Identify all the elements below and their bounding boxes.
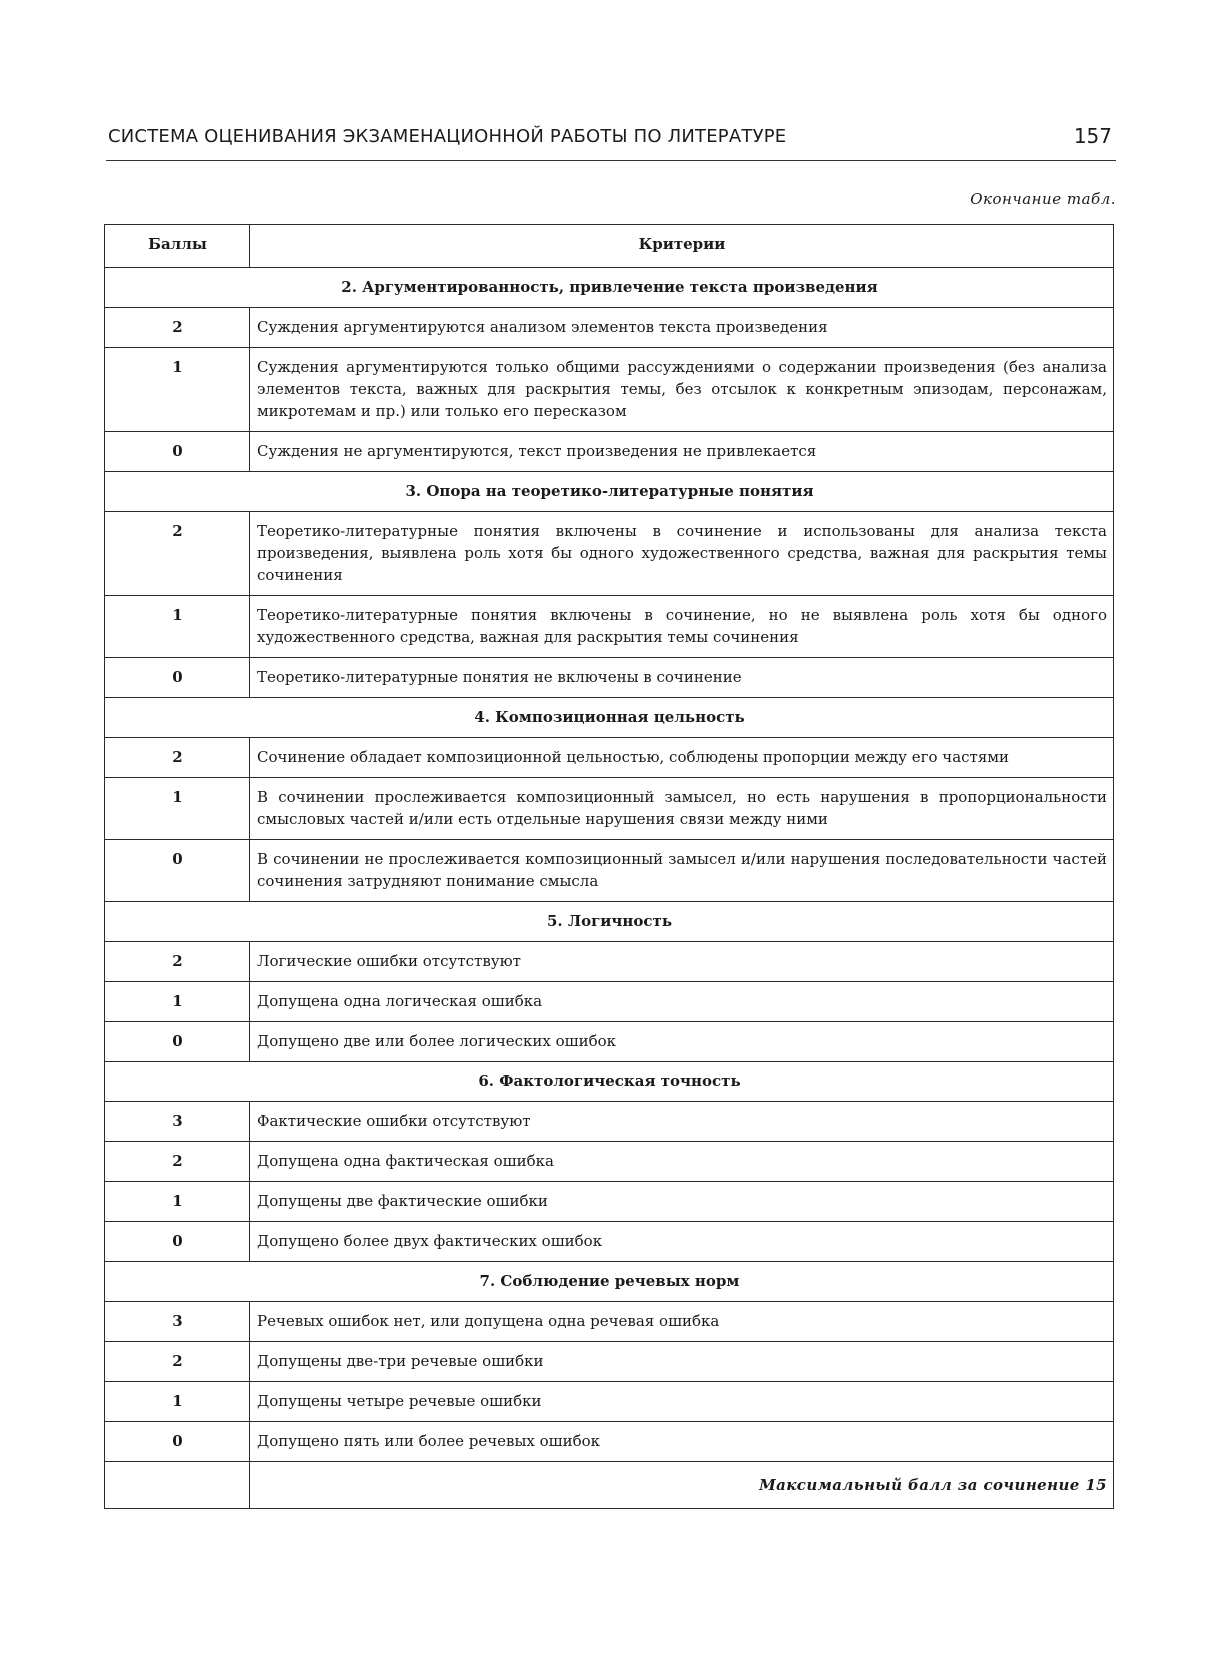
total-empty-cell: [105, 1462, 250, 1509]
section-title: 6. Фактологическая точность: [105, 1062, 1114, 1102]
total-row: [105, 1462, 1114, 1509]
section-title: 2. Аргументированность, привлечение текста произведения: [105, 268, 1114, 308]
score-cell: 3: [105, 1102, 250, 1142]
criterion-row: [105, 1342, 1114, 1382]
criterion-text: Допущены две фактические ошибки: [250, 1182, 1114, 1222]
criterion-row: [105, 942, 1114, 982]
score-cell: 1: [105, 1182, 250, 1222]
score-cell: 2: [105, 942, 250, 982]
table-caption: Окончание табл.: [970, 190, 1116, 208]
criterion-text: Теоретико-литературные понятия не включены в сочинение: [250, 658, 1114, 698]
criterion-row: [105, 1302, 1114, 1342]
table-header-row: [105, 225, 1114, 268]
criterion-row: [105, 1382, 1114, 1422]
score-cell: 0: [105, 1422, 250, 1462]
score-cell: 1: [105, 348, 250, 432]
criterion-row: [105, 1102, 1114, 1142]
criterion-text: Суждения аргументируются анализом элементов текста произведения: [250, 308, 1114, 348]
criterion-text: Допущено пять или более речевых ошибок: [250, 1422, 1114, 1462]
criterion-text: Допущено две или более логических ошибок: [250, 1022, 1114, 1062]
criterion-text: Теоретико-литературные понятия включены в сочинение, но не выявлена роль хотя бы одного художественного средства, важная для раскрытия темы сочинения: [250, 596, 1114, 658]
score-cell: 0: [105, 658, 250, 698]
score-cell: 2: [105, 308, 250, 348]
running-title: СИСТЕМА ОЦЕНИВАНИЯ ЭКЗАМЕНАЦИОННОЙ РАБОТЫ ПО ЛИТЕРАТУРЕ: [108, 126, 787, 147]
criterion-text: Фактические ошибки отсутствуют: [250, 1102, 1114, 1142]
criterion-row: [105, 1022, 1114, 1062]
criterion-text: В сочинении прослеживается композиционный замысел, но есть нарушения в пропорциональности смысловых частей и/или есть отдельные нарушения связи между ними: [250, 778, 1114, 840]
section-header-row: [105, 472, 1114, 512]
score-cell: 1: [105, 982, 250, 1022]
criterion-text: Сочинение обладает композиционной цельностью, соблюдены пропорции между его частями: [250, 738, 1114, 778]
score-cell: 2: [105, 1142, 250, 1182]
section-header-row: [105, 1062, 1114, 1102]
criterion-text: В сочинении не прослеживается композиционный замысел и/или нарушения последовательности частей сочинения затрудняют понимание смысла: [250, 840, 1114, 902]
criterion-text: Допущена одна фактическая ошибка: [250, 1142, 1114, 1182]
criterion-row: [105, 596, 1114, 658]
criterion-row: [105, 1142, 1114, 1182]
section-title: 5. Логичность: [105, 902, 1114, 942]
criterion-text: Допущено более двух фактических ошибок: [250, 1222, 1114, 1262]
page-header: [106, 118, 1116, 161]
section-header-row: [105, 902, 1114, 942]
criterion-text: Допущена одна логическая ошибка: [250, 982, 1114, 1022]
criterion-text: Теоретико-литературные понятия включены в сочинение и использованы для анализа текста произведения, выявлена роль хотя бы одного художественного средства, важная для раскрытия темы сочинения: [250, 512, 1114, 596]
criterion-row: [105, 1422, 1114, 1462]
criteria-table: [104, 224, 1114, 1509]
score-cell: 2: [105, 512, 250, 596]
section-title: 3. Опора на теоретико-литературные понятия: [105, 472, 1114, 512]
score-cell: 1: [105, 778, 250, 840]
column-header-criteria: Критерии: [250, 225, 1114, 268]
criterion-row: [105, 840, 1114, 902]
score-cell: 0: [105, 840, 250, 902]
section-title: 7. Соблюдение речевых норм: [105, 1262, 1114, 1302]
criterion-row: [105, 778, 1114, 840]
criterion-row: [105, 348, 1114, 432]
criterion-row: [105, 432, 1114, 472]
criterion-row: [105, 1182, 1114, 1222]
section-header-row: [105, 1262, 1114, 1302]
section-header-row: [105, 698, 1114, 738]
column-header-score: Баллы: [105, 225, 250, 268]
score-cell: 2: [105, 1342, 250, 1382]
score-cell: 0: [105, 1022, 250, 1062]
criteria-table-body: [105, 225, 1114, 1509]
criterion-row: [105, 738, 1114, 778]
criterion-text: Речевых ошибок нет, или допущена одна речевая ошибка: [250, 1302, 1114, 1342]
score-cell: 3: [105, 1302, 250, 1342]
section-title: 4. Композиционная цельность: [105, 698, 1114, 738]
criterion-text: Суждения аргументируются только общими рассуждениями о содержании произведения (без анализа элементов текста, важных для раскрытия темы, без отсылок к конкретным эпизодам, персонажам, микротемам и пр.) или только его пересказом: [250, 348, 1114, 432]
max-score-label: Максимальный балл за сочинение 15: [250, 1462, 1114, 1509]
page-number: 157: [1073, 124, 1112, 148]
section-header-row: [105, 268, 1114, 308]
criterion-text: Допущены две-три речевые ошибки: [250, 1342, 1114, 1382]
score-cell: 1: [105, 596, 250, 658]
criterion-row: [105, 982, 1114, 1022]
criterion-text: Суждения не аргументируются, текст произведения не привлекается: [250, 432, 1114, 472]
score-cell: 2: [105, 738, 250, 778]
criterion-row: [105, 512, 1114, 596]
score-cell: 0: [105, 432, 250, 472]
score-cell: 1: [105, 1382, 250, 1422]
criterion-text: Логические ошибки отсутствуют: [250, 942, 1114, 982]
criterion-row: [105, 1222, 1114, 1262]
criterion-text: Допущены четыре речевые ошибки: [250, 1382, 1114, 1422]
criterion-row: [105, 308, 1114, 348]
score-cell: 0: [105, 1222, 250, 1262]
criterion-row: [105, 658, 1114, 698]
